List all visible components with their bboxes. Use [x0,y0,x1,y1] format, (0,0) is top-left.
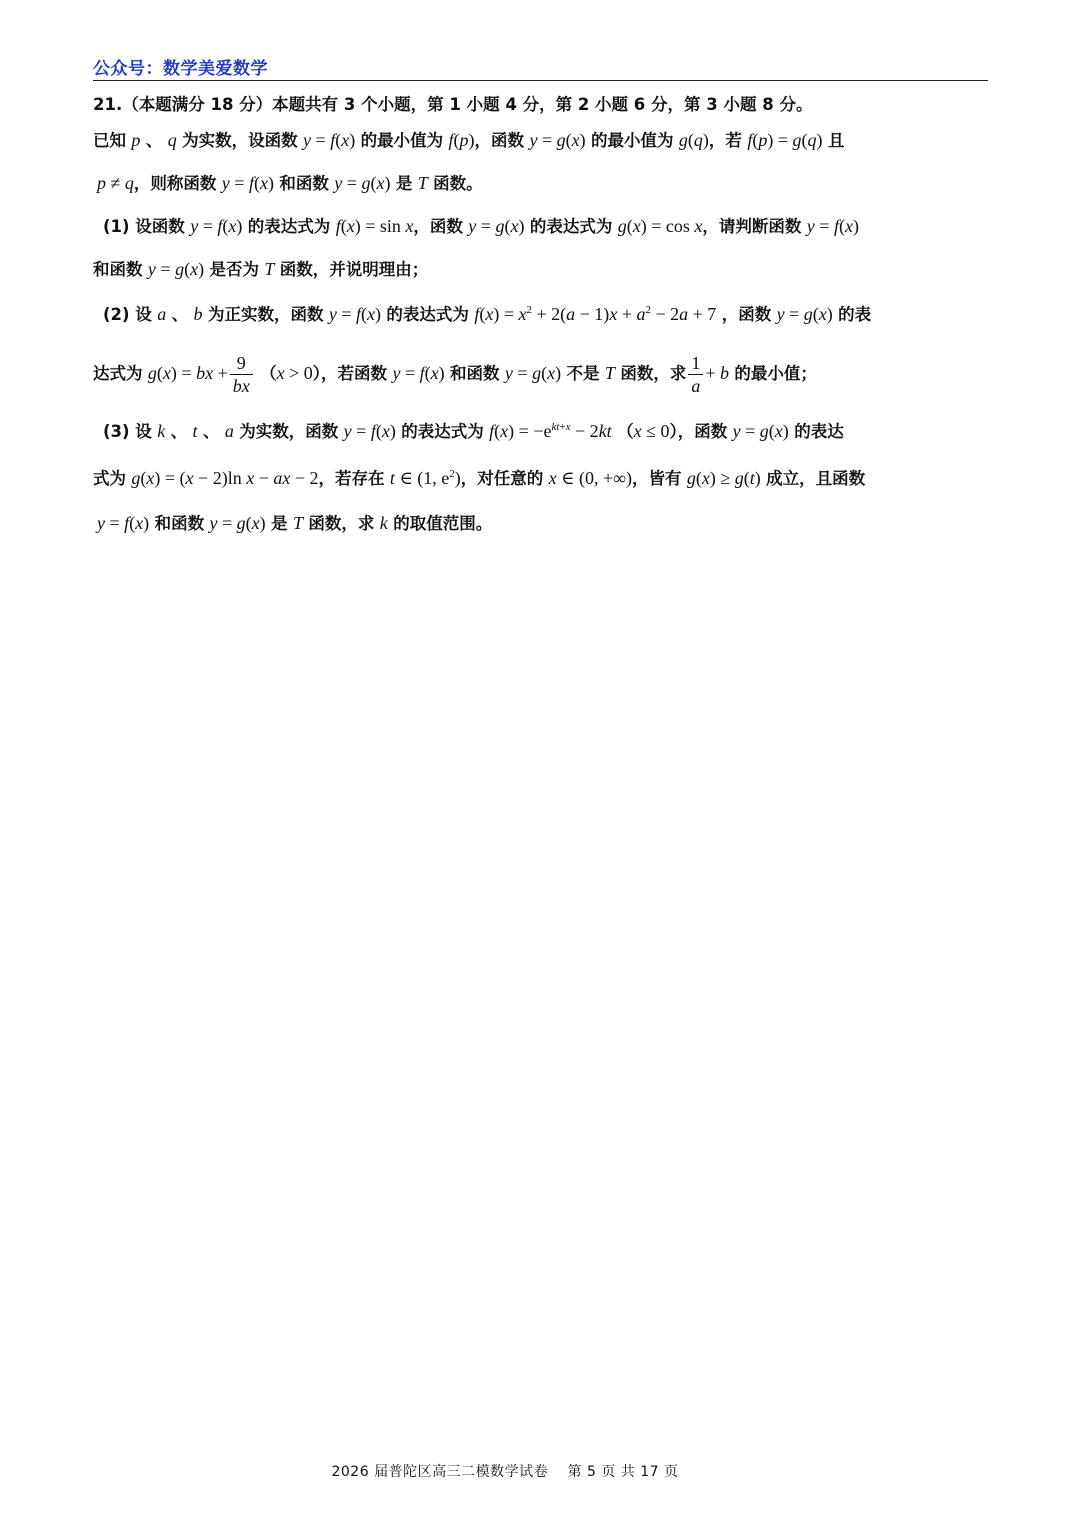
part3-line-1: (3) 设 k 、 t 、 a 为实数，函数 y = f(x) 的表达式为 $f(x) = -e^{kt+x} - 2kt$ （x ≤ 0），函数 y = g(x) 的表达 [103,421,844,441]
page-footer: 2026 届普陀区高三二模数学试卷 第 5 页 共 17 页 [331,1464,679,1480]
part2-line-1: (2) 设 a 、 b 为正实数，函数 y = f(x) 的表达式为 $f(x) = x^2 + 2(a - 1)x + a^2 - 2a + 7$ ，函数 y = g(x) 的表 [103,304,872,324]
part3-line-3: y = f(x) 和函数 y = g(x) 是 T 函数，求 k 的取值范围。 [97,513,493,533]
part1-line-2: 和函数 y = g(x) 是否为 T 函数，并说明理由； [93,259,429,279]
definition-line-1: 已知 p 、 q 为实数，设函数 y = f(x) 的最小值为 f(p)，函数 y = g(x) 的最小值为 g(q)，若 f(p) = g(q) 且 [93,130,845,150]
fraction-9-over-bx: $\frac{9}{bx}$ [230,352,253,397]
part3-line-2: 式为 g(x) = (x − 2)ln x − ax − 2，若存在 t ∈ (1, $e^2$)，对任意的 x ∈ (0, +∞)，皆有 g(x) ≥ g(t) 成立，且函数 [93,468,866,488]
part1-line-1: (1) 设函数 y = f(x) 的表达式为 f(x) = sin x，函数 y = g(x) 的表达式为 g(x) = cos x，请判断函数 y = f(x) [103,216,859,236]
wechat-account-header: 公众号：数学美爱数学 [93,59,268,79]
part2-line-2: 达式为 g(x) = bx + $\frac{9}{bx}$ （x > 0），若函数 y = f(x) 和函数 y = g(x) 不是 T 函数，求 $\frac{1}{a}$ + b 的最小值； [93,353,817,396]
header-divider [93,80,988,81]
problem-title: 21.（本题满分 18 分）本题共有 3 个小题，第 1 小题 4 分，第 2 小题 6 分，第 3 小题 8 分。 [93,95,813,114]
definition-line-2: p ≠ q，则称函数 y = f(x) 和函数 y = g(x) 是 T 函数。 [97,173,483,193]
fraction-1-over-a: $\frac{1}{a}$ [688,352,703,397]
